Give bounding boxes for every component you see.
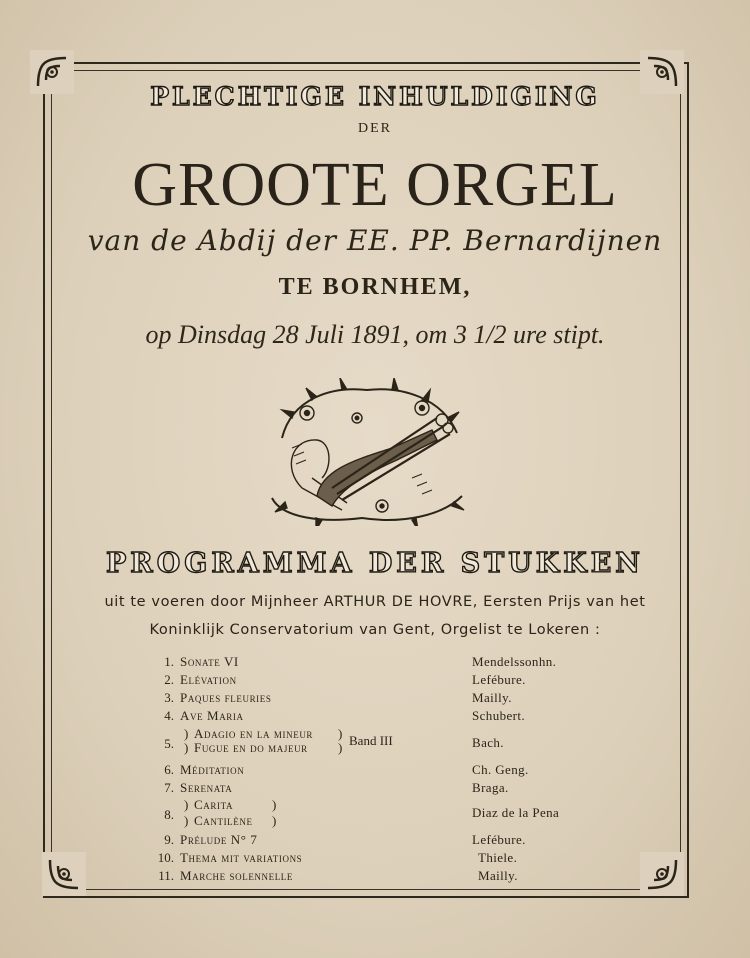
subtitle-abdij: van de Abdij der EE. PP. Bernardijnen — [87, 224, 663, 257]
title-plechtige-inhuldiging: PLECHTIGE INHULDIGING — [150, 82, 600, 111]
corner-scroll-icon — [42, 852, 86, 896]
organ-pipes-lyre-emblem — [262, 378, 472, 526]
programma-intro-line2: Koninklijk Conservatorium van Gent, Orgelist te Lokeren : — [149, 622, 601, 638]
subtitle-bornhem: TE BORNHEM, — [278, 274, 472, 300]
corner-scroll-icon — [640, 852, 684, 896]
event-date: op Dinsdag 28 Juli 1891, om 3 1/2 ure stipt. — [145, 320, 605, 349]
programma-intro-line1: uit te voeren door Mijnheer ARTHUR DE HOVRE, Eersten Prijs van het — [104, 594, 646, 610]
title-groote-orgel: GROOTE ORGEL — [132, 151, 618, 219]
programma-heading: PROGRAMMA DER STUKKEN — [106, 548, 644, 579]
title-der: DER — [358, 121, 392, 136]
